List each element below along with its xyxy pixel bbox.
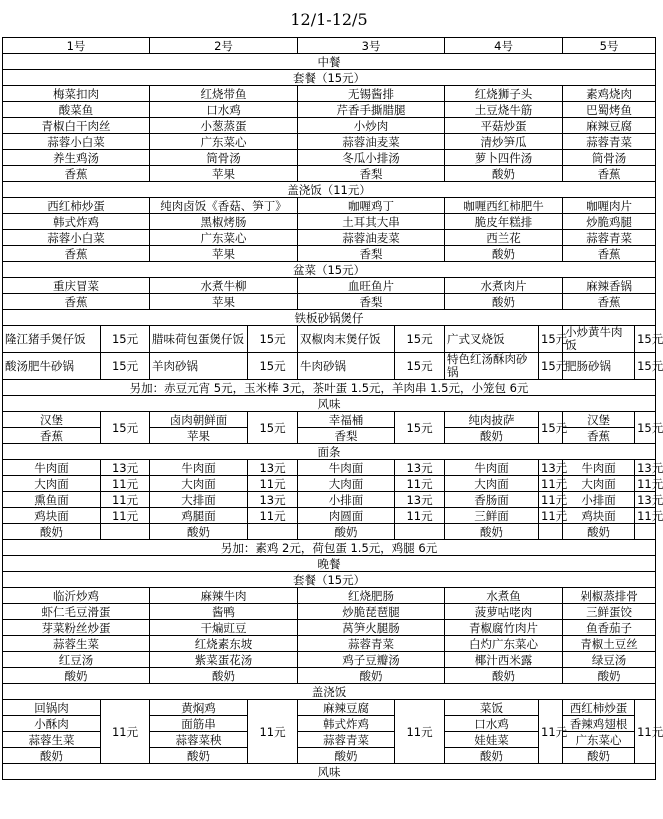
dish-cell: 蒜蓉生菜 xyxy=(3,636,150,652)
day-header: 1号 xyxy=(3,38,150,54)
dish-cell: 酸奶 xyxy=(298,748,395,764)
dish-cell: 酸奶 xyxy=(150,524,248,540)
dish-cell: 麻辣豆腐 xyxy=(563,118,656,134)
dish-cell: 三鲜蛋饺 xyxy=(563,604,656,620)
dish-cell: 蒜蓉小白菜 xyxy=(3,230,150,246)
dish-cell: 水煮肉片 xyxy=(445,278,563,294)
price-cell: 11元 xyxy=(248,476,298,492)
dish-cell: 小排面 xyxy=(563,492,635,508)
table-row xyxy=(3,294,656,310)
table-row xyxy=(3,262,656,278)
dish-cell: 蒜蓉青菜 xyxy=(298,636,445,652)
dish-cell: 土豆烧牛筋 xyxy=(445,102,563,118)
meal-label: 中餐 xyxy=(3,54,656,70)
table-row xyxy=(3,588,656,604)
price-cell: 11元 xyxy=(248,508,298,524)
table-row xyxy=(3,684,656,700)
dish-cell: 临沂炒鸡 xyxy=(3,588,150,604)
table-row xyxy=(3,652,656,668)
table-row xyxy=(3,620,656,636)
dish-cell: 苹果 xyxy=(150,294,298,310)
price-cell: 11元 xyxy=(395,476,445,492)
dish-cell: 牛肉面 xyxy=(150,460,248,476)
dish-cell: 咖喱西红柿肥牛 xyxy=(445,198,563,214)
dish-cell: 麻辣牛肉 xyxy=(150,588,298,604)
dish-cell: 酸奶 xyxy=(3,748,101,764)
dish-cell: 菜饭 xyxy=(445,700,539,716)
table-row xyxy=(3,38,656,54)
dish-cell: 小炒肉 xyxy=(298,118,445,134)
dish-cell: 鸡子豆瓣汤 xyxy=(298,652,445,668)
dish-cell: 小排面 xyxy=(298,492,395,508)
dish-cell: 鸡块面 xyxy=(563,508,635,524)
dish-cell: 重庆冒菜 xyxy=(3,278,150,294)
dish-cell: 血旺鱼片 xyxy=(298,278,445,294)
dish-cell: 咖喱鸡丁 xyxy=(298,198,445,214)
section-label: 面条 xyxy=(3,444,656,460)
dish-cell: 牛肉砂锅 xyxy=(298,353,395,380)
price-cell: 15元 xyxy=(101,326,150,353)
table-row xyxy=(3,636,656,652)
dish-cell: 炒脆琵琶腿 xyxy=(298,604,445,620)
price-cell: 15元 xyxy=(539,326,563,353)
dish-cell: 香梨 xyxy=(298,428,395,444)
price-cell: 13元 xyxy=(248,492,298,508)
price-cell: 15元 xyxy=(395,326,445,353)
dish-cell: 蒜蓉青菜 xyxy=(563,230,656,246)
dish-cell: 鱼香茄子 xyxy=(563,620,656,636)
dish-cell: 酸奶 xyxy=(445,166,563,182)
dish-cell: 酱鸭 xyxy=(150,604,298,620)
dish-cell: 酸奶 xyxy=(150,668,298,684)
dish-cell: 隆江猪手煲仔饭 xyxy=(3,326,101,353)
dish-cell: 汉堡 xyxy=(563,412,635,428)
day-header: 5号 xyxy=(563,38,656,54)
price-cell: 11元 xyxy=(101,492,150,508)
price-cell: 11元 xyxy=(635,700,656,764)
price-cell: 13元 xyxy=(248,460,298,476)
dish-cell: 鸡块面 xyxy=(3,508,101,524)
dish-cell: 蒜蓉青菜 xyxy=(563,134,656,150)
dish-cell: 香梨 xyxy=(298,246,445,262)
dish-cell: 椰汁西米露 xyxy=(445,652,563,668)
dish-cell: 西红柿炒蛋 xyxy=(563,700,635,716)
price-cell: 11元 xyxy=(395,508,445,524)
price-cell: 11元 xyxy=(248,700,298,764)
dish-cell: 牛肉面 xyxy=(563,460,635,476)
dish-cell: 白灼广东菜心 xyxy=(445,636,563,652)
dish-cell: 萝卜四件汤 xyxy=(445,150,563,166)
dish-cell: 土耳其大串 xyxy=(298,214,445,230)
blank-cell xyxy=(101,524,150,540)
table-row xyxy=(3,278,656,294)
dish-cell: 酸奶 xyxy=(3,524,101,540)
dish-cell: 鸡腿面 xyxy=(150,508,248,524)
dish-cell: 筒骨汤 xyxy=(150,150,298,166)
table-row xyxy=(3,540,656,556)
extra-note: 另加：赤豆元宵 5元，玉米棒 3元，茶叶蛋 1.5元，羊肉串 1.5元，小笼包 6元 xyxy=(3,380,656,396)
dish-cell: 纯肉披萨 xyxy=(445,412,539,428)
dish-cell: 虾仁毛豆滑蛋 xyxy=(3,604,150,620)
dish-cell: 韩式炸鸡 xyxy=(3,214,150,230)
dish-cell: 酸奶 xyxy=(563,668,656,684)
dish-cell: 香蕉 xyxy=(3,246,150,262)
dish-cell: 黄焖鸡 xyxy=(150,700,248,716)
section-label: 风味 xyxy=(3,764,656,780)
table-row xyxy=(3,246,656,262)
dish-cell: 韩式炸鸡 xyxy=(298,716,395,732)
dish-cell: 大肉面 xyxy=(445,476,539,492)
dish-cell: 牛肉面 xyxy=(445,460,539,476)
dish-cell: 青椒白干肉丝 xyxy=(3,118,150,134)
section-label: 套餐（15元） xyxy=(3,70,656,86)
dish-cell: 红烧素东坡 xyxy=(150,636,298,652)
table-row xyxy=(3,668,656,684)
day-header: 3号 xyxy=(298,38,445,54)
price-cell: 13元 xyxy=(101,460,150,476)
dish-cell: 回锅肉 xyxy=(3,700,101,716)
dish-cell: 苹果 xyxy=(150,246,298,262)
dish-cell: 广式叉烧饭 xyxy=(445,326,539,353)
dish-cell: 巴蜀烤鱼 xyxy=(563,102,656,118)
dish-cell: 广东菜心 xyxy=(563,732,635,748)
dish-cell: 酸菜鱼 xyxy=(3,102,150,118)
table-row xyxy=(3,230,656,246)
dish-cell: 广东菜心 xyxy=(150,230,298,246)
price-cell: 11元 xyxy=(395,700,445,764)
dish-cell: 特色红汤酥肉砂锅 xyxy=(445,353,539,380)
blank-cell xyxy=(248,524,298,540)
dish-cell: 芹香手撕腊腿 xyxy=(298,102,445,118)
dish-cell: 汉堡 xyxy=(3,412,101,428)
section-label: 风味 xyxy=(3,396,656,412)
price-cell: 15元 xyxy=(539,412,563,444)
dish-cell: 口水鸡 xyxy=(150,102,298,118)
dish-cell: 苹果 xyxy=(150,428,248,444)
dish-cell: 大排面 xyxy=(150,492,248,508)
dish-cell: 酸奶 xyxy=(563,748,635,764)
table-row xyxy=(3,326,656,353)
price-cell: 15元 xyxy=(635,326,656,353)
dish-cell: 肥肠砂锅 xyxy=(563,353,635,380)
table-row xyxy=(3,508,656,524)
dish-cell: 青椒土豆丝 xyxy=(563,636,656,652)
dish-cell: 幸福桶 xyxy=(298,412,395,428)
dish-cell: 清炒笋瓜 xyxy=(445,134,563,150)
dish-cell: 黑椒烤肠 xyxy=(150,214,298,230)
price-cell: 11元 xyxy=(539,492,563,508)
table-row xyxy=(3,700,656,716)
table-row xyxy=(3,70,656,86)
weekly-menu-table xyxy=(2,37,663,780)
dish-cell: 酸奶 xyxy=(445,246,563,262)
price-cell: 11元 xyxy=(539,508,563,524)
price-cell: 15元 xyxy=(635,412,656,444)
table-row xyxy=(3,476,656,492)
dish-cell: 酸奶 xyxy=(298,668,445,684)
dish-cell: 三鲜面 xyxy=(445,508,539,524)
dish-cell: 干煸豇豆 xyxy=(150,620,298,636)
table-row xyxy=(3,150,656,166)
dish-cell: 香梨 xyxy=(298,294,445,310)
price-cell: 11元 xyxy=(539,476,563,492)
price-cell: 11元 xyxy=(101,476,150,492)
section-label: 盖浇饭（11元） xyxy=(3,182,656,198)
dish-cell: 梅菜扣肉 xyxy=(3,86,150,102)
dish-cell: 酸奶 xyxy=(445,294,563,310)
dish-cell: 大肉面 xyxy=(3,476,101,492)
table-row xyxy=(3,444,656,460)
dish-cell: 双椒肉末煲仔饭 xyxy=(298,326,395,353)
table-row xyxy=(3,556,656,572)
dish-cell: 肉圆面 xyxy=(298,508,395,524)
section-label: 套餐（15元） xyxy=(3,572,656,588)
table-row xyxy=(3,134,656,150)
dish-cell: 香蕉 xyxy=(563,294,656,310)
dish-cell: 菠萝咕咾肉 xyxy=(445,604,563,620)
dish-cell: 腊味荷包蛋煲仔饭 xyxy=(150,326,248,353)
dish-cell: 小炒黄牛肉饭 xyxy=(563,326,635,353)
blank-cell xyxy=(539,524,563,540)
table-row xyxy=(3,492,656,508)
price-cell: 11元 xyxy=(539,700,563,764)
dish-cell: 苹果 xyxy=(150,166,298,182)
dish-cell: 香蕉 xyxy=(3,294,150,310)
dish-cell: 红烧狮子头 xyxy=(445,86,563,102)
dish-cell: 莴笋火腿肠 xyxy=(298,620,445,636)
dish-cell: 牛肉面 xyxy=(3,460,101,476)
table-row xyxy=(3,310,656,326)
dish-cell: 酸奶 xyxy=(298,524,395,540)
dish-cell: 水煮鱼 xyxy=(445,588,563,604)
menu-title: 12/1-12/5 xyxy=(290,10,368,29)
dish-cell: 蒜蓉油麦菜 xyxy=(298,134,445,150)
dish-cell: 酸奶 xyxy=(445,428,539,444)
dish-cell: 素鸡烧肉 xyxy=(563,86,656,102)
dish-cell: 麻辣豆腐 xyxy=(298,700,395,716)
dish-cell: 大肉面 xyxy=(563,476,635,492)
dish-cell: 香肠面 xyxy=(445,492,539,508)
price-cell: 15元 xyxy=(248,412,298,444)
table-row xyxy=(3,353,656,380)
dish-cell: 蒜蓉菜秧 xyxy=(150,732,248,748)
price-cell: 11元 xyxy=(635,476,656,492)
dish-cell: 酸奶 xyxy=(445,668,563,684)
table-row xyxy=(3,764,656,780)
dish-cell: 酸奶 xyxy=(445,524,539,540)
dish-cell: 蒜蓉油麦菜 xyxy=(298,230,445,246)
table-row xyxy=(3,396,656,412)
dish-cell: 熏鱼面 xyxy=(3,492,101,508)
table-row xyxy=(3,118,656,134)
section-label: 盆菜（15元） xyxy=(3,262,656,278)
dish-cell: 水煮牛柳 xyxy=(150,278,298,294)
dish-cell: 纯肉卤饭《香菇、笋丁》 xyxy=(150,198,298,214)
price-cell: 13元 xyxy=(395,460,445,476)
table-row xyxy=(3,166,656,182)
section-label: 盖浇饭 xyxy=(3,684,656,700)
dish-cell: 无锡酱排 xyxy=(298,86,445,102)
dish-cell: 剁椒蒸排骨 xyxy=(563,588,656,604)
dish-cell: 红烧肥肠 xyxy=(298,588,445,604)
table-row xyxy=(3,182,656,198)
extra-note: 另加：素鸡 2元，荷包蛋 1.5元，鸡腿 6元 xyxy=(3,540,656,556)
dish-cell: 牛肉面 xyxy=(298,460,395,476)
dish-cell: 西红柿炒蛋 xyxy=(3,198,150,214)
dish-cell: 西兰花 xyxy=(445,230,563,246)
meal-label: 晚餐 xyxy=(3,556,656,572)
table-row xyxy=(3,460,656,476)
dish-cell: 酸奶 xyxy=(563,524,635,540)
dish-cell: 面筋串 xyxy=(150,716,248,732)
dish-cell: 香蕉 xyxy=(3,166,150,182)
dish-cell: 大肉面 xyxy=(150,476,248,492)
table-row xyxy=(3,214,656,230)
table-row xyxy=(3,524,656,540)
dish-cell: 广东菜心 xyxy=(150,134,298,150)
dish-cell: 麻辣香锅 xyxy=(563,278,656,294)
table-row xyxy=(3,54,656,70)
dish-cell: 小酥肉 xyxy=(3,716,101,732)
dish-cell: 脆皮年糕排 xyxy=(445,214,563,230)
blank-cell xyxy=(395,524,445,540)
price-cell: 15元 xyxy=(395,412,445,444)
dish-cell: 绿豆汤 xyxy=(563,652,656,668)
price-cell: 13元 xyxy=(539,460,563,476)
dish-cell: 养生鸡汤 xyxy=(3,150,150,166)
dish-cell: 酸汤肥牛砂锅 xyxy=(3,353,101,380)
price-cell: 13元 xyxy=(635,492,656,508)
table-row xyxy=(3,86,656,102)
dish-cell: 口水鸡 xyxy=(445,716,539,732)
dish-cell: 香梨 xyxy=(298,166,445,182)
price-cell: 11元 xyxy=(635,508,656,524)
price-cell: 15元 xyxy=(248,326,298,353)
price-cell: 15元 xyxy=(101,353,150,380)
dish-cell: 冬瓜小排汤 xyxy=(298,150,445,166)
table-row xyxy=(3,412,656,428)
dish-cell: 蒜蓉青菜 xyxy=(298,732,395,748)
dish-cell: 筒骨汤 xyxy=(563,150,656,166)
dish-cell: 小葱蒸蛋 xyxy=(150,118,298,134)
price-cell: 13元 xyxy=(635,460,656,476)
table-row xyxy=(3,198,656,214)
dish-cell: 香蕉 xyxy=(3,428,101,444)
dish-cell: 青椒腐竹肉片 xyxy=(445,620,563,636)
day-header: 4号 xyxy=(445,38,563,54)
dish-cell: 平菇炒蛋 xyxy=(445,118,563,134)
dish-cell: 红烧带鱼 xyxy=(150,86,298,102)
price-cell: 15元 xyxy=(101,412,150,444)
dish-cell: 咖喱肉片 xyxy=(563,198,656,214)
dish-cell: 羊肉砂锅 xyxy=(150,353,248,380)
dish-cell: 炒脆鸡腿 xyxy=(563,214,656,230)
dish-cell: 芽菜粉丝炒蛋 xyxy=(3,620,150,636)
table-row xyxy=(3,572,656,588)
dish-cell: 蒜蓉生菜 xyxy=(3,732,101,748)
dish-cell: 大肉面 xyxy=(298,476,395,492)
price-cell: 11元 xyxy=(101,700,150,764)
dish-cell: 红豆汤 xyxy=(3,652,150,668)
dish-cell: 卤肉朝鲜面 xyxy=(150,412,248,428)
price-cell: 13元 xyxy=(395,492,445,508)
dish-cell: 酸奶 xyxy=(3,668,150,684)
table-row xyxy=(3,380,656,396)
dish-cell: 酸奶 xyxy=(150,748,248,764)
dish-cell: 紫菜蛋花汤 xyxy=(150,652,298,668)
table-row xyxy=(3,604,656,620)
dish-cell: 娃娃菜 xyxy=(445,732,539,748)
price-cell: 15元 xyxy=(539,353,563,380)
section-label: 铁板砂锅煲仔 xyxy=(3,310,656,326)
dish-cell: 香辣鸡翅根 xyxy=(563,716,635,732)
dish-cell: 香蕉 xyxy=(563,428,635,444)
dish-cell: 香蕉 xyxy=(563,166,656,182)
table-row xyxy=(3,102,656,118)
price-cell: 15元 xyxy=(248,353,298,380)
price-cell: 15元 xyxy=(395,353,445,380)
price-cell: 15元 xyxy=(635,353,656,380)
dish-cell: 酸奶 xyxy=(445,748,539,764)
day-header: 2号 xyxy=(150,38,298,54)
price-cell: 11元 xyxy=(101,508,150,524)
dish-cell: 香蕉 xyxy=(563,246,656,262)
blank-cell xyxy=(635,524,656,540)
dish-cell: 蒜蓉小白菜 xyxy=(3,134,150,150)
